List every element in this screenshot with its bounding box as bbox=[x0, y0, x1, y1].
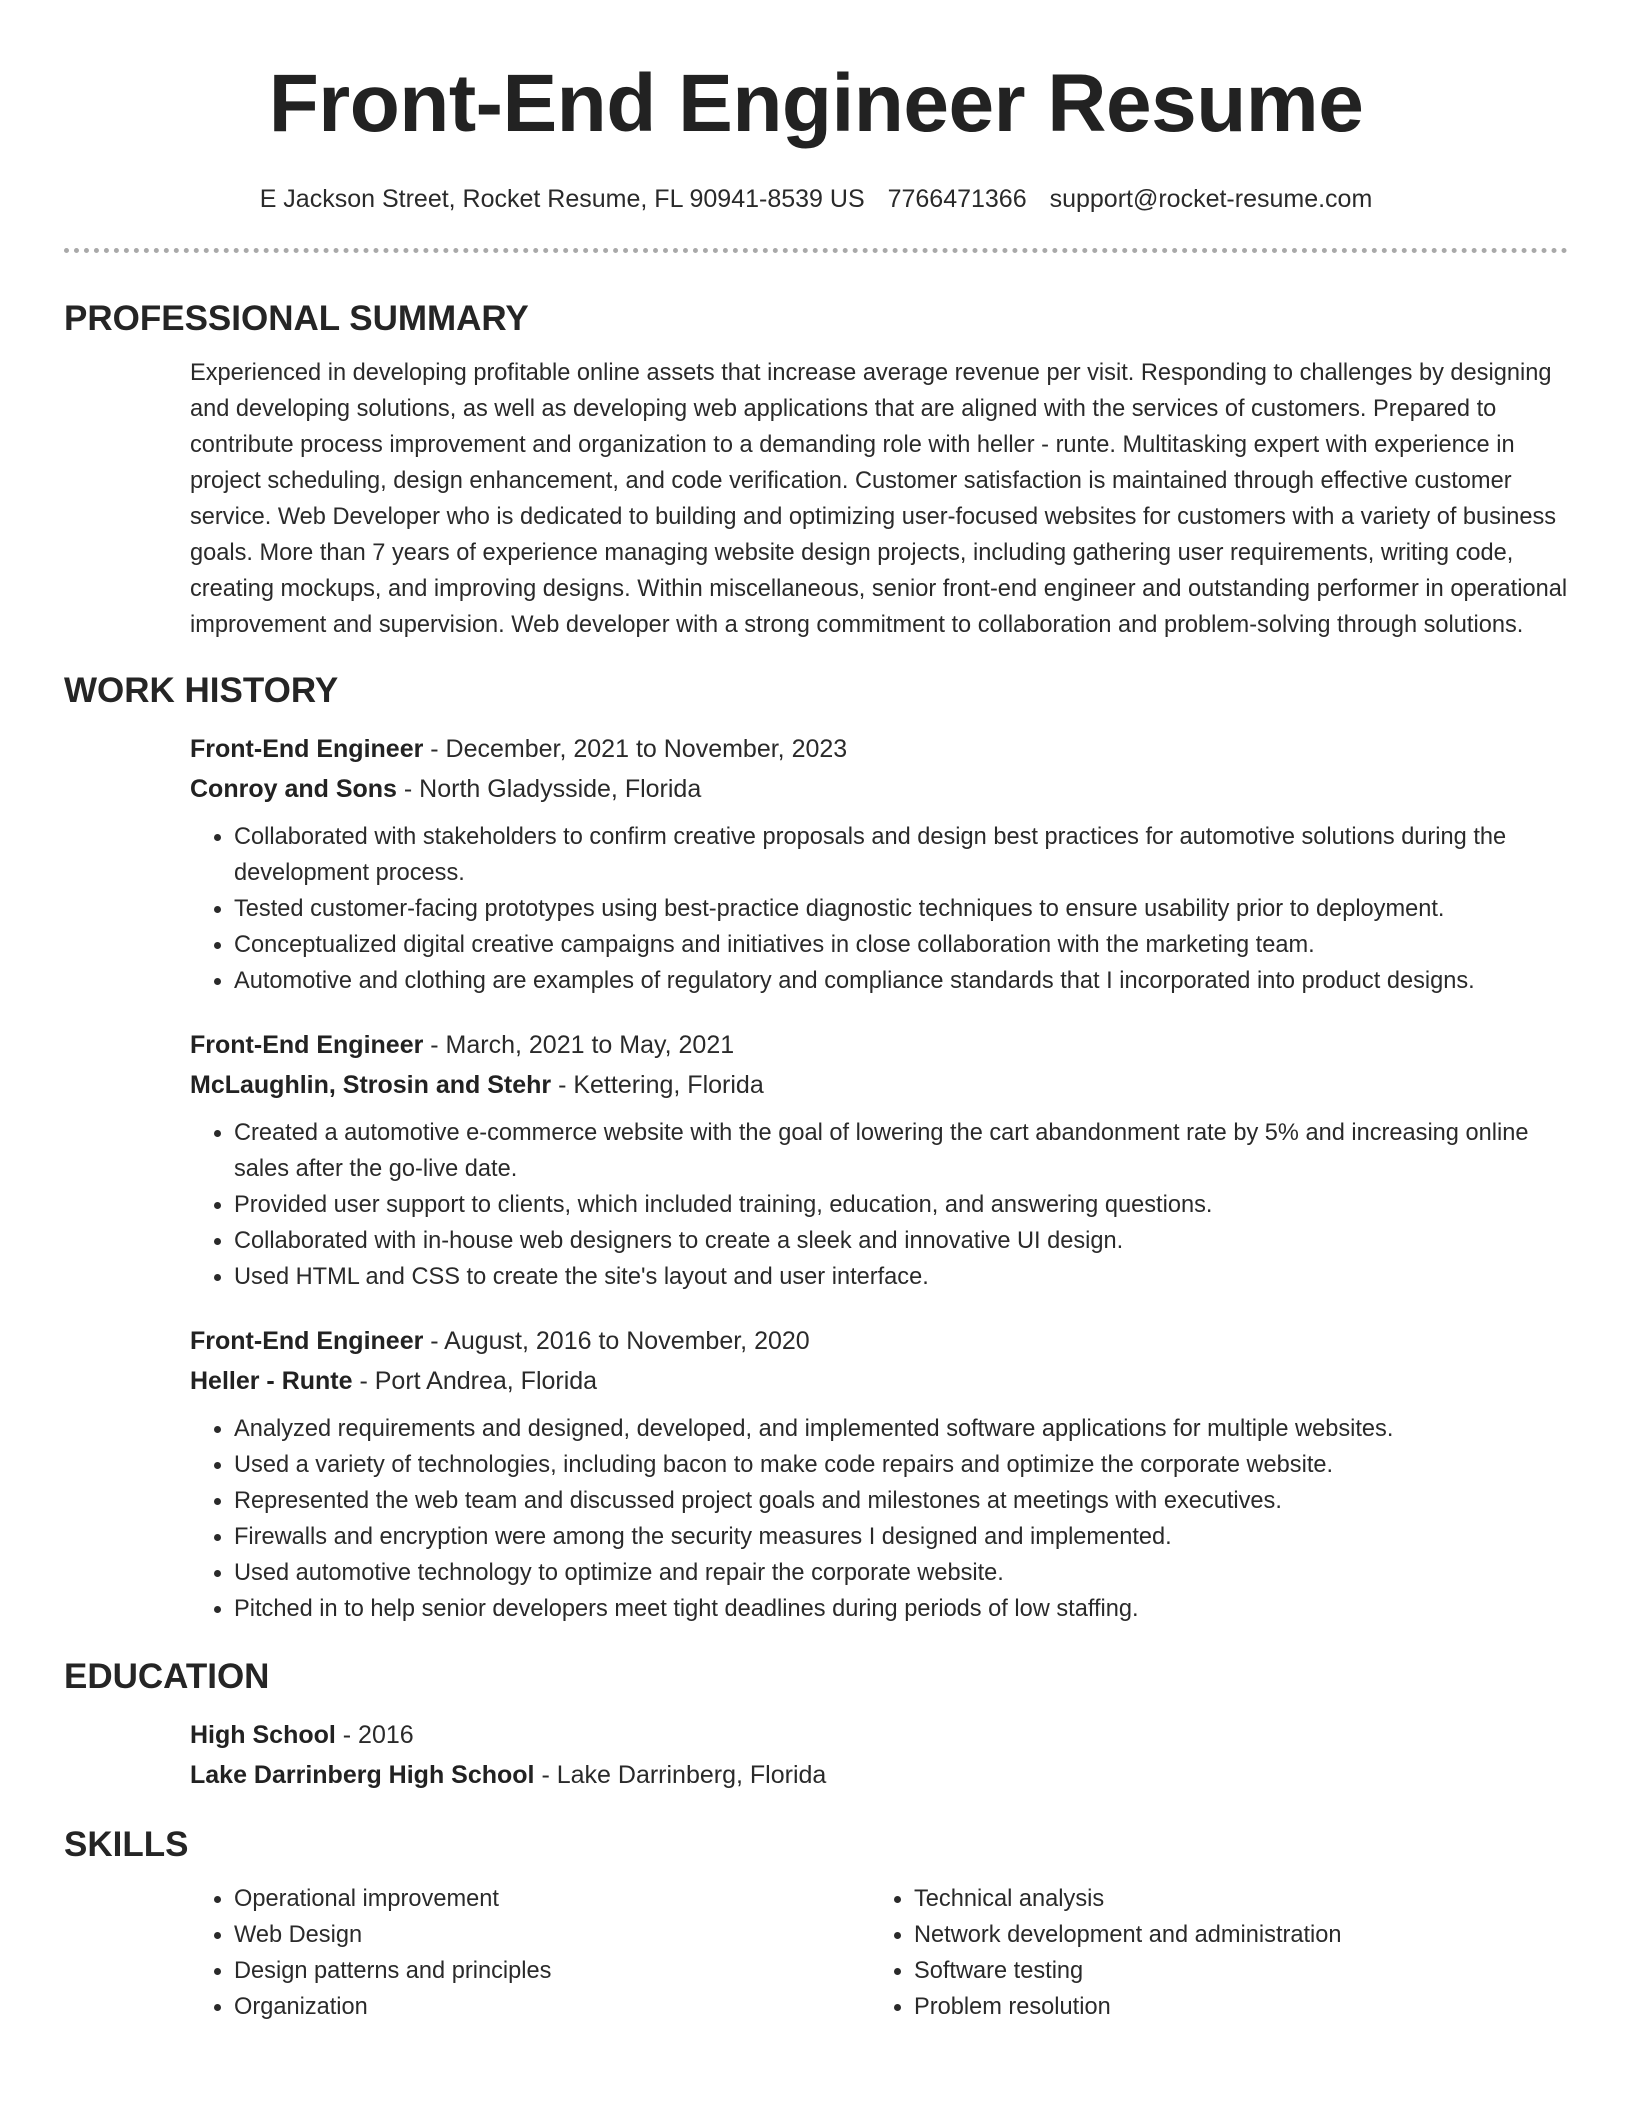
list-item: • Tested customer-facing prototypes using best-practice diagnostic techniques to ensure usability prior to deployment. bbox=[234, 891, 1568, 927]
education-school-line bbox=[190, 1755, 1568, 1795]
education-section bbox=[64, 1655, 1568, 1795]
work-heading: WORK HISTORY bbox=[64, 671, 339, 710]
job-dates: - December, 2021 to November, 2023 bbox=[423, 735, 848, 763]
education-degree-line bbox=[190, 1715, 1568, 1755]
list-item: • Pitched in to help senior developers meet tight deadlines during periods of low staffing. bbox=[234, 1591, 1568, 1627]
education-school: Lake Darrinberg High School bbox=[190, 1761, 535, 1789]
list-item: • Web Design bbox=[234, 1917, 870, 1953]
job-title: Front-End Engineer bbox=[190, 1327, 424, 1355]
job-company-line bbox=[190, 1065, 1568, 1105]
job-entry bbox=[190, 1025, 1568, 1295]
list-item: • Collaborated with in-house web designers to create a sleek and innovative UI design. bbox=[234, 1223, 1568, 1259]
job-company: McLaughlin, Strosin and Stehr bbox=[190, 1071, 552, 1099]
skills-list-right bbox=[870, 1881, 1550, 2025]
list-item: • Collaborated with stakeholders to confirm creative proposals and design best practices for automotive solutions during the development process. bbox=[234, 819, 1568, 891]
list-item: • Operational improvement bbox=[234, 1881, 870, 1917]
list-item: • Automotive and clothing are examples of regulatory and compliance standards that I incorporated into product designs. bbox=[234, 963, 1568, 999]
contact-phone: 7766471366 bbox=[887, 185, 1027, 213]
list-item: • Problem resolution bbox=[914, 1989, 1550, 2025]
job-title: Front-End Engineer bbox=[190, 735, 424, 763]
job-entry bbox=[190, 729, 1568, 999]
education-location: - Lake Darrinberg, Florida bbox=[534, 1761, 827, 1789]
job-location: - North Gladysside, Florida bbox=[396, 775, 702, 803]
list-item: • Conceptualized digital creative campaigns and initiatives in close collaboration with the marketing team. bbox=[234, 927, 1568, 963]
summary-text: Experienced in developing profitable online assets that increase average revenue per visit. Responding to challenges by designing and developing solutions, as well as developing web applications that are aligned with the services of customers. Prepared to contribute process improvement and organization to a demanding role with heller - runte. Multitasking expert with experience in project scheduling, design enhancement, and code verification. Customer satisfaction is maintained through effective customer service. Web Developer who is dedicated to building and optimizing user-focused websites for customers with a variety of business goals. More than 7 years of experience managing website design projects, including gathering user requirements, writing code, creating mockups, and improving designs. Within miscellaneous, senior front-end engineer and outstanding performer in operational improvement and supervision. Web developer with a strong commitment to collaboration and problem-solving through solutions. bbox=[190, 360, 1568, 638]
job-title-line bbox=[190, 1025, 1568, 1065]
contact-address: E Jackson Street, Rocket Resume, FL 90941-8539 US bbox=[259, 185, 865, 213]
work-section bbox=[64, 669, 1568, 1627]
list-item: • Analyzed requirements and designed, developed, and implemented software applications for multiple websites. bbox=[234, 1411, 1568, 1447]
education-degree: High School bbox=[190, 1721, 336, 1749]
skills-column-left bbox=[190, 1881, 870, 2025]
summary-section bbox=[64, 297, 1568, 643]
job-bullets bbox=[190, 1115, 1568, 1295]
job-bullets bbox=[190, 819, 1568, 999]
work-body bbox=[190, 729, 1568, 1627]
list-item: • Created a automotive e-commerce website with the goal of lowering the cart abandonment rate by 5% and increasing online sales after the go-live date. bbox=[234, 1115, 1568, 1187]
job-company: Heller - Runte bbox=[190, 1367, 353, 1395]
skills-body bbox=[190, 1881, 1568, 2025]
job-company: Conroy and Sons bbox=[190, 775, 397, 803]
contact-line bbox=[64, 182, 1568, 216]
job-bullets bbox=[190, 1411, 1568, 1627]
skills-list-left bbox=[190, 1881, 870, 2025]
education-body bbox=[190, 1715, 1568, 1795]
job-company-line bbox=[190, 1361, 1568, 1401]
list-item: • Provided user support to clients, which included training, education, and answering questions. bbox=[234, 1187, 1568, 1223]
page-title: Front-End Engineer Resume bbox=[268, 58, 1364, 149]
list-item: • Used a variety of technologies, including bacon to make code repairs and optimize the corporate website. bbox=[234, 1447, 1568, 1483]
skills-column-right bbox=[870, 1881, 1550, 2025]
list-item: • Network development and administration bbox=[914, 1917, 1550, 1953]
job-company-line bbox=[190, 769, 1568, 809]
skills-section bbox=[64, 1823, 1568, 2025]
education-heading: EDUCATION bbox=[64, 1657, 270, 1696]
education-year: - 2016 bbox=[335, 1721, 414, 1749]
list-item: • Firewalls and encryption were among the security measures I designed and implemented. bbox=[234, 1519, 1568, 1555]
list-item: • Represented the web team and discussed project goals and milestones at meetings with executives. bbox=[234, 1483, 1568, 1519]
job-dates: - March, 2021 to May, 2021 bbox=[423, 1031, 735, 1059]
job-location: - Port Andrea, Florida bbox=[352, 1367, 598, 1395]
skills-heading: SKILLS bbox=[64, 1825, 189, 1864]
header-divider bbox=[64, 248, 1568, 253]
job-location: - Kettering, Florida bbox=[551, 1071, 764, 1099]
list-item: • Design patterns and principles bbox=[234, 1953, 870, 1989]
job-title-line bbox=[190, 1321, 1568, 1361]
contact-email: support@rocket-resume.com bbox=[1049, 185, 1373, 213]
list-item: • Used automotive technology to optimize and repair the corporate website. bbox=[234, 1555, 1568, 1591]
job-dates: - August, 2016 to November, 2020 bbox=[423, 1327, 810, 1355]
job-entry bbox=[190, 1321, 1568, 1627]
list-item: • Technical analysis bbox=[914, 1881, 1550, 1917]
summary-body bbox=[190, 355, 1568, 643]
list-item: • Organization bbox=[234, 1989, 870, 2025]
summary-heading: PROFESSIONAL SUMMARY bbox=[64, 299, 529, 338]
job-title-line bbox=[190, 729, 1568, 769]
job-title: Front-End Engineer bbox=[190, 1031, 424, 1059]
list-item: • Used HTML and CSS to create the site's layout and user interface. bbox=[234, 1259, 1568, 1295]
list-item: • Software testing bbox=[914, 1953, 1550, 1989]
